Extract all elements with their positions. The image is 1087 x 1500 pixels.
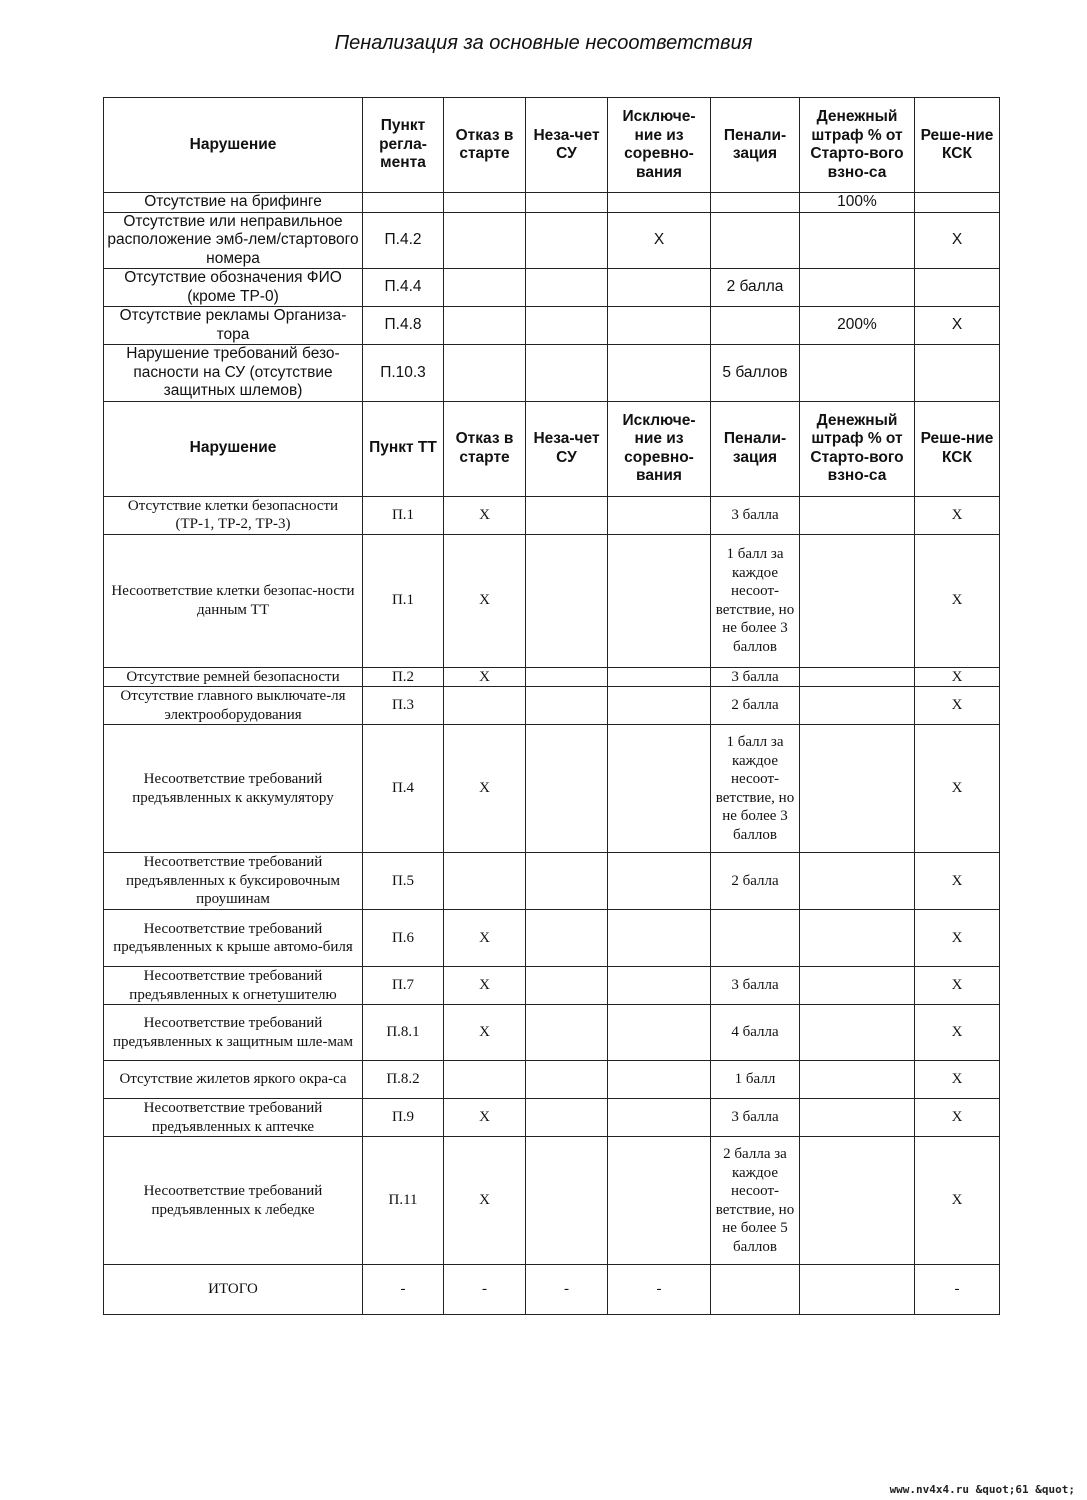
section1-header-ksk-decision: Реше-ние КСК [915,98,1000,193]
cell-fine [800,212,915,269]
cell-clause: П.5 [363,853,444,910]
table-row [104,1005,1000,1061]
cell-clause [363,193,444,213]
cell-su-fail [526,853,608,910]
table-row [104,910,1000,967]
cell-start-refusal: X [444,1005,526,1061]
cell-ksk-decision: X [915,1005,1000,1061]
table-row [104,212,1000,269]
section1-header-start-refusal: Отказ в старте [444,98,526,193]
section2-header-fine: Денежный штраф % от Старто-вого взно-са [800,401,915,496]
cell-fine [800,1005,915,1061]
cell-ksk-decision [915,269,1000,307]
cell-fine [800,687,915,725]
cell-su-fail [526,1099,608,1137]
cell-penalty [711,212,800,269]
cell-penalty [711,910,800,967]
cell-start-refusal: X [444,910,526,967]
cell-exclusion: - [608,1265,711,1315]
cell-start-refusal [444,307,526,345]
cell-ksk-decision: X [915,1061,1000,1099]
cell-exclusion [608,1005,711,1061]
cell-clause: П.4 [363,725,444,853]
cell-violation: Несоответствие клетки безопас-ности данным ТТ [104,534,363,667]
cell-start-refusal: X [444,534,526,667]
cell-exclusion [608,307,711,345]
table-row [104,853,1000,910]
cell-clause: П.4.4 [363,269,444,307]
cell-su-fail [526,307,608,345]
cell-start-refusal: X [444,967,526,1005]
table-row [104,307,1000,345]
cell-penalty: 3 балла [711,967,800,1005]
table-row [104,1099,1000,1137]
cell-fine: 100% [800,193,915,213]
cell-penalty: 2 балла за каждое несоот-ветствие, но не более 5 баллов [711,1137,800,1265]
cell-penalty: 3 балла [711,1099,800,1137]
cell-su-fail [526,687,608,725]
penalty-table-wrap [103,97,1000,1315]
table-row [104,534,1000,667]
cell-violation: Отсутствие клетки безопасности (ТР-1, ТР-2, ТР-3) [104,496,363,534]
cell-ksk-decision: X [915,1099,1000,1137]
cell-penalty [711,1265,800,1315]
table-row [104,193,1000,213]
section2-header-violation: Нарушение [104,401,363,496]
cell-penalty: 1 балл за каждое несоот-ветствие, но не более 3 баллов [711,725,800,853]
cell-su-fail [526,1061,608,1099]
cell-exclusion [608,1099,711,1137]
cell-exclusion [608,534,711,667]
cell-violation: ИТОГО [104,1265,363,1315]
section2-header-start-refusal: Отказ в старте [444,401,526,496]
cell-clause: - [363,1265,444,1315]
cell-start-refusal [444,853,526,910]
cell-clause: П.8.1 [363,1005,444,1061]
section2-header-exclusion: Исключе-ние из соревно-вания [608,401,711,496]
cell-fine [800,725,915,853]
cell-violation: Несоответствие требований предъявленных к защитным шле-мам [104,1005,363,1061]
total-row [104,1265,1000,1315]
cell-fine [800,967,915,1005]
cell-start-refusal [444,269,526,307]
cell-exclusion: X [608,212,711,269]
cell-su-fail [526,1137,608,1265]
cell-clause: П.1 [363,496,444,534]
cell-clause: П.1 [363,534,444,667]
cell-start-refusal: - [444,1265,526,1315]
section2-header-penalty: Пенали-зация [711,401,800,496]
cell-violation: Несоответствие требований предъявленных к лебедке [104,1137,363,1265]
cell-ksk-decision: X [915,967,1000,1005]
cell-fine [800,1137,915,1265]
cell-ksk-decision: - [915,1265,1000,1315]
cell-ksk-decision: X [915,725,1000,853]
cell-penalty [711,193,800,213]
section1-header-violation: Нарушение [104,98,363,193]
cell-exclusion [608,1061,711,1099]
cell-exclusion [608,725,711,853]
table-row [104,687,1000,725]
section2-header-clause: Пункт ТТ [363,401,444,496]
cell-violation: Отсутствие ремней безопасности [104,667,363,687]
cell-clause: П.4.2 [363,212,444,269]
cell-fine [800,269,915,307]
table-row [104,269,1000,307]
cell-su-fail [526,725,608,853]
table-row [104,725,1000,853]
section2-header-ksk-decision: Реше-ние КСК [915,401,1000,496]
cell-exclusion [608,967,711,1005]
cell-start-refusal: X [444,667,526,687]
cell-violation: Несоответствие требований предъявленных к аптечке [104,1099,363,1137]
cell-ksk-decision: X [915,212,1000,269]
cell-start-refusal [444,687,526,725]
section2-header-row [104,401,1000,496]
section1-header-row [104,98,1000,193]
cell-start-refusal: X [444,1099,526,1137]
cell-start-refusal [444,193,526,213]
cell-ksk-decision: X [915,667,1000,687]
table-row [104,496,1000,534]
cell-ksk-decision [915,345,1000,402]
cell-violation: Отсутствие главного выключате-ля электрооборудования [104,687,363,725]
cell-violation: Несоответствие требований предъявленных к буксировочным проушинам [104,853,363,910]
cell-start-refusal [444,212,526,269]
cell-violation: Отсутствие рекламы Организа-тора [104,307,363,345]
cell-su-fail [526,910,608,967]
cell-clause: П.2 [363,667,444,687]
section2-header-su-fail: Неза-чет СУ [526,401,608,496]
cell-penalty: 1 балл за каждое несоот-ветствие, но не более 3 баллов [711,534,800,667]
cell-ksk-decision: X [915,687,1000,725]
cell-clause: П.9 [363,1099,444,1137]
cell-ksk-decision: X [915,307,1000,345]
table-row [104,1137,1000,1265]
cell-exclusion [608,667,711,687]
cell-exclusion [608,496,711,534]
cell-su-fail [526,534,608,667]
cell-exclusion [608,269,711,307]
table-row [104,345,1000,402]
cell-penalty: 2 балла [711,269,800,307]
cell-fine [800,345,915,402]
cell-ksk-decision: X [915,1137,1000,1265]
cell-start-refusal [444,1061,526,1099]
cell-su-fail [526,269,608,307]
cell-violation: Отсутствие обозначения ФИО (кроме ТР-0) [104,269,363,307]
cell-violation: Несоответствие требований предъявленных к огнетушителю [104,967,363,1005]
cell-su-fail [526,667,608,687]
cell-su-fail [526,496,608,534]
cell-start-refusal: X [444,725,526,853]
cell-clause: П.10.3 [363,345,444,402]
section1-header-clause: Пункт регла-мента [363,98,444,193]
penalty-table [103,97,1000,1315]
cell-clause: П.7 [363,967,444,1005]
section1-header-fine: Денежный штраф % от Старто-вого взно-са [800,98,915,193]
cell-penalty: 3 балла [711,667,800,687]
cell-fine [800,1265,915,1315]
cell-violation: Отсутствие на брифинге [104,193,363,213]
section1-header-penalty: Пенали-зация [711,98,800,193]
table-row [104,1061,1000,1099]
cell-ksk-decision: X [915,534,1000,667]
cell-violation: Несоответствие требований предъявленных к аккумулятору [104,725,363,853]
cell-clause: П.6 [363,910,444,967]
cell-exclusion [608,193,711,213]
cell-clause: П.4.8 [363,307,444,345]
cell-fine: 200% [800,307,915,345]
cell-su-fail [526,212,608,269]
cell-fine [800,667,915,687]
cell-clause: П.3 [363,687,444,725]
cell-violation: Отсутствие или неправильное расположение эмб-лем/стартового номера [104,212,363,269]
cell-ksk-decision: X [915,910,1000,967]
section1-header-exclusion: Исключе-ние из соревно-вания [608,98,711,193]
cell-exclusion [608,687,711,725]
cell-exclusion [608,345,711,402]
cell-penalty: 4 балла [711,1005,800,1061]
section1-header-su-fail: Неза-чет СУ [526,98,608,193]
cell-fine [800,853,915,910]
cell-exclusion [608,853,711,910]
cell-penalty: 3 балла [711,496,800,534]
cell-penalty: 2 балла [711,687,800,725]
cell-exclusion [608,910,711,967]
cell-penalty: 5 баллов [711,345,800,402]
cell-violation: Нарушение требований безо-пасности на СУ (отсутствие защитных шлемов) [104,345,363,402]
cell-su-fail [526,345,608,402]
cell-su-fail [526,193,608,213]
cell-fine [800,910,915,967]
cell-clause: П.8.2 [363,1061,444,1099]
page-title: Пенализация за основные несоответствия [334,32,753,54]
cell-fine [800,1099,915,1137]
cell-exclusion [608,1137,711,1265]
cell-fine [800,534,915,667]
cell-penalty [711,307,800,345]
table-row [104,967,1000,1005]
watermark: www.nv4x4.ru &quot;61 &quot; [889,1483,1075,1496]
cell-penalty: 2 балла [711,853,800,910]
cell-start-refusal: X [444,496,526,534]
cell-su-fail [526,967,608,1005]
cell-ksk-decision: X [915,853,1000,910]
cell-violation: Отсутствие жилетов яркого окра-са [104,1061,363,1099]
cell-fine [800,1061,915,1099]
cell-fine [800,496,915,534]
table-row [104,667,1000,687]
cell-start-refusal [444,345,526,402]
cell-ksk-decision [915,193,1000,213]
cell-penalty: 1 балл [711,1061,800,1099]
cell-start-refusal: X [444,1137,526,1265]
cell-violation: Несоответствие требований предъявленных к крыше автомо-биля [104,910,363,967]
cell-su-fail [526,1005,608,1061]
cell-clause: П.11 [363,1137,444,1265]
cell-su-fail: - [526,1265,608,1315]
cell-ksk-decision: X [915,496,1000,534]
